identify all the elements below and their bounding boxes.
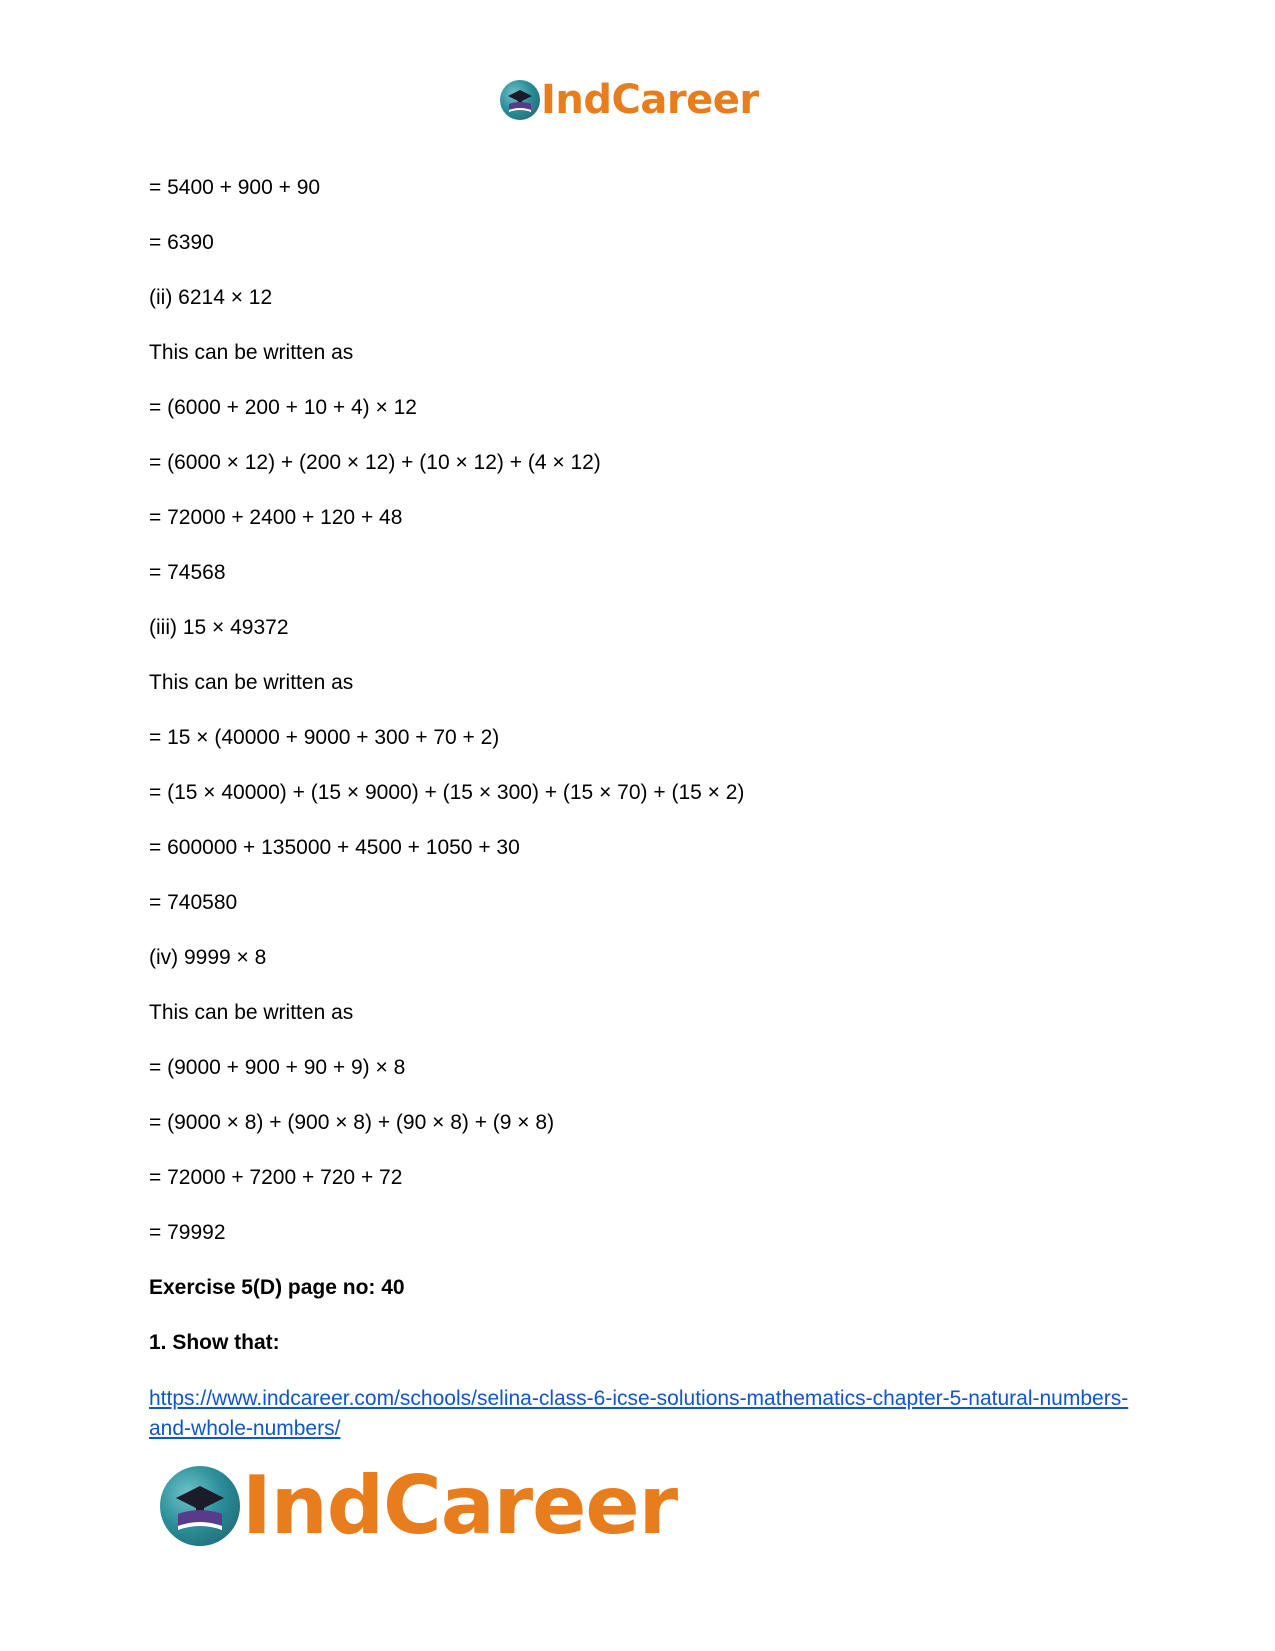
- header-logo: [500, 77, 759, 123]
- logo-globe-icon: [500, 80, 540, 120]
- text-line: = (9000 + 900 + 90 + 9) × 8: [149, 1056, 406, 1079]
- text-line: = 79992: [149, 1221, 226, 1244]
- text-line: = 740580: [149, 891, 238, 914]
- footer-logo: [160, 1459, 678, 1552]
- text-line: = (15 × 40000) + (15 × 9000) + (15 × 300) + (15 × 70) + (15 × 2): [149, 781, 745, 804]
- text-line: = 600000 + 135000 + 4500 + 1050 + 30: [149, 836, 520, 859]
- document-body: [149, 176, 1129, 1444]
- text-line: = (9000 × 8) + (900 × 8) + (90 × 8) + (9 × 8): [149, 1111, 555, 1134]
- heading-line: 1. Show that:: [149, 1331, 280, 1354]
- heading-line: Exercise 5(D) page no: 40: [149, 1276, 405, 1299]
- text-line: (ii) 6214 × 12: [149, 286, 273, 309]
- logo-text: IndCareer: [242, 1459, 678, 1552]
- text-line: = 74568: [149, 561, 226, 584]
- text-line: = (6000 + 200 + 10 + 4) × 12: [149, 396, 417, 419]
- text-line: = 5400 + 900 + 90: [149, 176, 321, 199]
- logo-globe-icon: [160, 1466, 240, 1546]
- text-line: = 72000 + 2400 + 120 + 48: [149, 506, 403, 529]
- text-line: This can be written as: [149, 671, 354, 694]
- text-line: = 6390: [149, 231, 214, 254]
- logo-text: IndCareer: [541, 77, 759, 123]
- text-line: (iii) 15 × 49372: [149, 616, 289, 639]
- text-line: (iv) 9999 × 8: [149, 946, 267, 969]
- text-line: = 15 × (40000 + 9000 + 300 + 70 + 2): [149, 726, 500, 749]
- source-link[interactable]: https://www.indcareer.com/schools/selina-class-6-icse-solutions-mathematics-chapter-5-natural-numbers-and-whole-numbers/: [149, 1387, 1129, 1440]
- text-line: This can be written as: [149, 1001, 354, 1024]
- text-line: = 72000 + 7200 + 720 + 72: [149, 1166, 403, 1189]
- text-line: = (6000 × 12) + (200 × 12) + (10 × 12) + (4 × 12): [149, 451, 601, 474]
- text-line: This can be written as: [149, 341, 354, 364]
